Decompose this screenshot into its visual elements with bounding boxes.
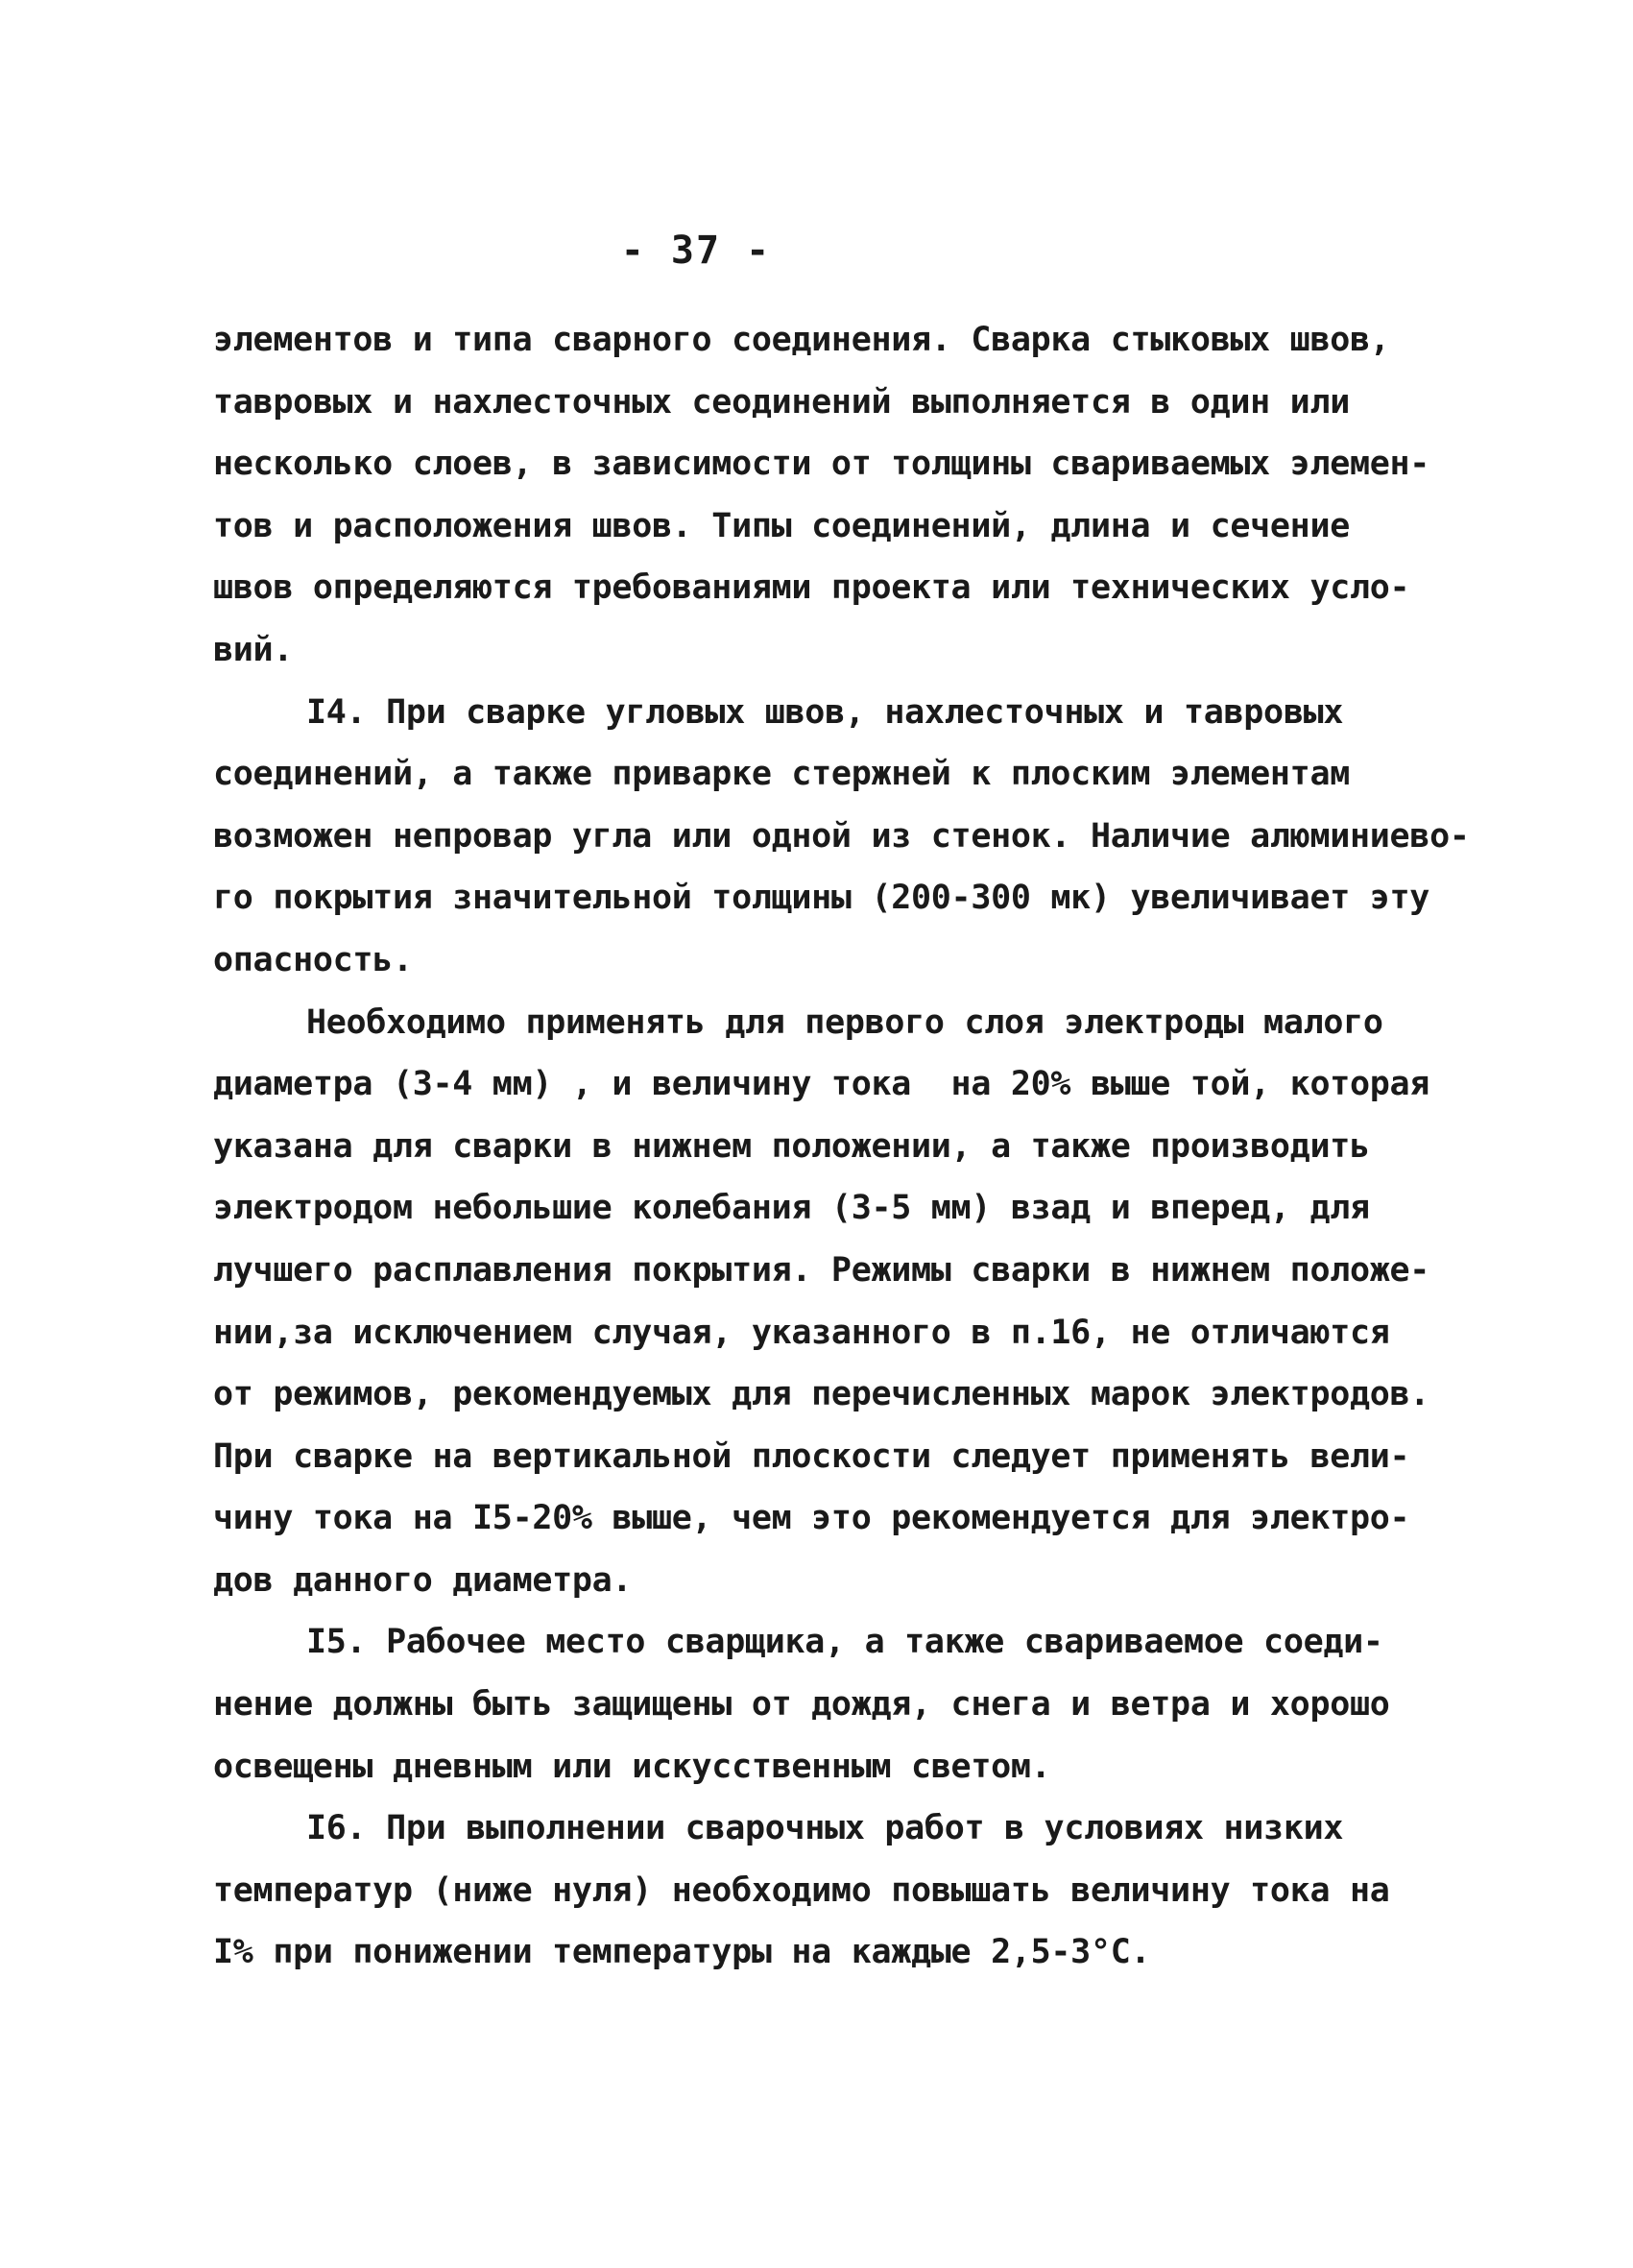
text-line: нии,за исключением случая, указанного в п.16, не отличаются — [213, 1313, 1390, 1352]
paragraph-16-start: I6. При выполнении сварочных работ в условиях низких — [306, 1809, 1344, 1848]
text-line: возможен непровар угла или одной из стенок. Наличие алюминиево- — [213, 816, 1470, 856]
text-line: соединений, а также приварке стержней к плоским элементам — [213, 755, 1350, 794]
text-line: вий. — [213, 630, 294, 669]
paragraph-start: Необходимо применять для первого слоя электроды малого — [306, 1002, 1383, 1042]
text-line: диаметра (3-4 мм) , и величину тока на 20% выше той, которая — [213, 1065, 1430, 1104]
text-line: швов определяются требованиями проекта или технических усло- — [213, 568, 1410, 608]
text-line: лучшего расплавления покрытия. Режимы сварки в нижнем положе- — [213, 1250, 1430, 1290]
text-line: I% при понижении температуры на каждые 2,5-3°С. — [213, 1933, 1151, 1972]
page-number: - 37 - — [620, 229, 772, 273]
text-line: При сварке на вертикальной плоскости следует применять вели- — [213, 1436, 1410, 1476]
text-line: го покрытия значительной толщины (200-300 мк) увеличивает эту — [213, 879, 1430, 918]
text-line: тавровых и нахлесточных сеодинений выполняется в один или — [213, 382, 1350, 422]
text-line: дов данного диаметра. — [213, 1560, 633, 1600]
text-line: освещены дневным или искусственным светом. — [213, 1747, 1051, 1786]
paragraph-15-start: I5. Рабочее место сварщика, а также свариваемое соеди- — [306, 1623, 1383, 1662]
text-line: указана для сварки в нижнем положении, а также производить — [213, 1126, 1370, 1166]
text-line: электродом небольшие колебания (3-5 мм) взад и вперед, для — [213, 1189, 1370, 1228]
text-line: элементов и типа сварного соединения. Сварка стыковых швов, — [213, 321, 1390, 359]
text-line: от режимов, рекомендуемых для перечисленных марок электродов. — [213, 1375, 1430, 1414]
text-line: чину тока на I5-20% выше, чем это рекомендуется для электро- — [213, 1499, 1410, 1538]
text-line: тов и расположения швов. Типы соединений, длина и сечение — [213, 506, 1350, 545]
text-line: несколько слоев, в зависимости от толщины свариваемых элемен- — [213, 445, 1430, 484]
paragraph-14-start: I4. При сварке угловых швов, нахлесточных и тавровых — [306, 692, 1344, 732]
text-line: температур (ниже нуля) необходимо повышать величину тока на — [213, 1870, 1390, 1910]
text-line: нение должны быть защищены от дождя, снега и ветра и хорошо — [213, 1685, 1390, 1725]
body-text — [213, 309, 1470, 1984]
text-line: опасность. — [213, 940, 413, 979]
